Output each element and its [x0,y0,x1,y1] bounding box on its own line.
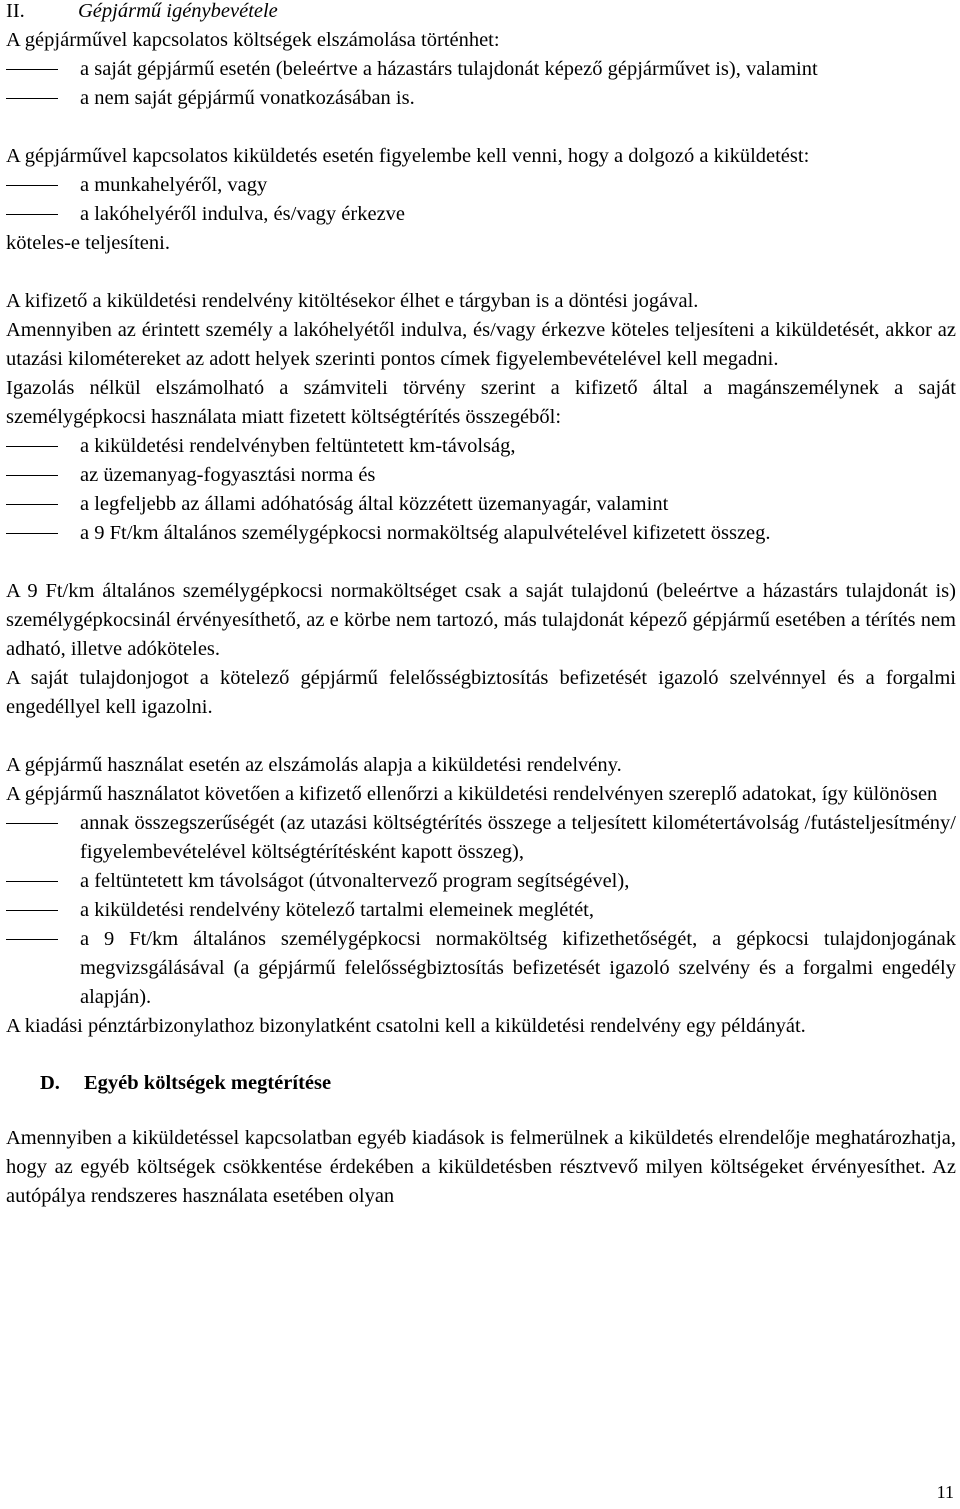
spacer [6,258,956,287]
list-item: az üzemanyag-fogyasztási norma és [6,461,956,490]
page-content [6,0,956,1211]
list-item: a 9 Ft/km általános személygépkocsi normaköltség alapulvételével kifizetett összeg. [6,519,956,548]
paragraph: A gépjárművel kapcsolatos kiküldetés esetén figyelembe kell venni, hogy a dolgozó a kiküldetést: [6,145,810,167]
dash-bullet [6,867,80,896]
spacer [6,548,956,577]
dash-bullet [6,171,80,200]
paragraph: A gépjárművel kapcsolatos költségek elszámolása történhet: [6,29,500,51]
dash-bullet [6,200,80,229]
page-number: 11 [936,1482,954,1502]
spacer [6,113,956,142]
list-item: a nem saját gépjármű vonatkozásában is. [6,84,956,113]
paragraph: A 9 Ft/km általános személygépkocsi normaköltséget csak a saját tulajdonú (beleértve a házastárs tulajdonát is) személygépkocsinál érvényesíthető, az e körbe nem tartozó, más tulajdonát képező gépjármű esetében a térítés nem adható, illetve adóköteles. [6,580,956,660]
paragraph: A kifizető a kiküldetési rendelvény kitöltésekor élhet e tárgyban is a döntési jogával. [6,290,699,312]
paragraph: köteles-e teljesíteni. [6,232,170,254]
spacer [6,1098,956,1124]
list-item: a lakóhelyéről indulva, és/vagy érkezve [6,200,956,229]
list-item: a kiküldetési rendelvény kötelező tartalmi elemeinek meglétét, [6,896,956,925]
list-item: a 9 Ft/km általános személygépkocsi normaköltség kifizethetőségét, a gépkocsi tulajdonjogának megvizsgálásával (a gépjármű felelősségbiztosítás befizetését igazoló szelvény és a forgalmi engedély alapján). [6,925,956,1012]
paragraph: A gépjármű használat esetén az elszámolás alapja a kiküldetési rendelvény. [6,754,622,776]
paragraph: Igazolás nélkül elszámolható a számviteli törvény szerint a kifizető által a magánszemélynek a saját személygépkocsi használata miatt fizetett költségtérítés összegéből: [6,377,956,428]
dash-bullet [6,925,80,1012]
dash-bullet [6,519,80,548]
dash-list [6,432,956,548]
list-item: a saját gépjármű esetén (beleértve a házastárs tulajdonát képező gépjárművet is), valamint [6,55,956,84]
spacer [6,722,956,751]
section-d-title: Egyéb költségek megtérítése [84,1072,332,1094]
dash-bullet [6,490,80,519]
dash-bullet [6,55,80,84]
list-item: a feltüntetett km távolságot (útvonaltervező program segítségével), [6,867,956,896]
list-item: annak összegszerűségét (az utazási költségtérítés összege a teljesített kilométertávolság /futásteljesítmény/ figyelembevételével költségtérítésként kapott összeg), [6,809,956,867]
paragraph: A kiadási pénztárbizonylathoz bizonylatként csatolni kell a kiküldetési rendelvény egy példányát. [6,1015,806,1037]
list-item: a munkahelyéről, vagy [6,171,956,200]
dash-bullet [6,461,80,490]
section-number: II. [6,0,25,22]
dash-bullet [6,432,80,461]
paragraph: Amennyiben a kiküldetéssel kapcsolatban egyéb kiadások is felmerülnek a kiküldetés elrendelője meghatározhatja, hogy az egyéb költségek csökkentése érdekében a kiküldetésben résztvevő milyen költségeket érvényesíthet. Az autópálya rendszeres használata esetében olyan [6,1127,956,1207]
dash-list [6,55,956,113]
section-title: Gépjármű igénybevétele [78,0,278,22]
dash-list [6,809,956,1012]
section-heading [6,0,956,26]
list-item: a legfeljebb az állami adóhatóság által közzétett üzemanyagár, valamint [6,490,956,519]
list-item: a kiküldetési rendelvényben feltüntetett km-távolság, [6,432,956,461]
section-d-heading [6,1069,956,1098]
dash-bullet [6,896,80,925]
dash-list [6,171,956,229]
dash-bullet [6,84,80,113]
paragraph: Amennyiben az érintett személy a lakóhelyétől indulva, és/vagy érkezve köteles teljesíteni a kiküldetését, akkor az utazási kilométereket az adott helyek szerinti pontos címek figyelembevételével kell megadni. [6,319,956,370]
paragraph: A saját tulajdonjogot a kötelező gépjármű felelősségbiztosítás befizetését igazoló szelvénnyel és a forgalmi engedéllyel kell igazolni. [6,667,956,718]
section-d-letter: D. [40,1072,60,1094]
dash-bullet [6,809,80,867]
paragraph: A gépjármű használatot követően a kifizető ellenőrzi a kiküldetési rendelvényen szereplő adatokat, így különösen [6,783,938,805]
